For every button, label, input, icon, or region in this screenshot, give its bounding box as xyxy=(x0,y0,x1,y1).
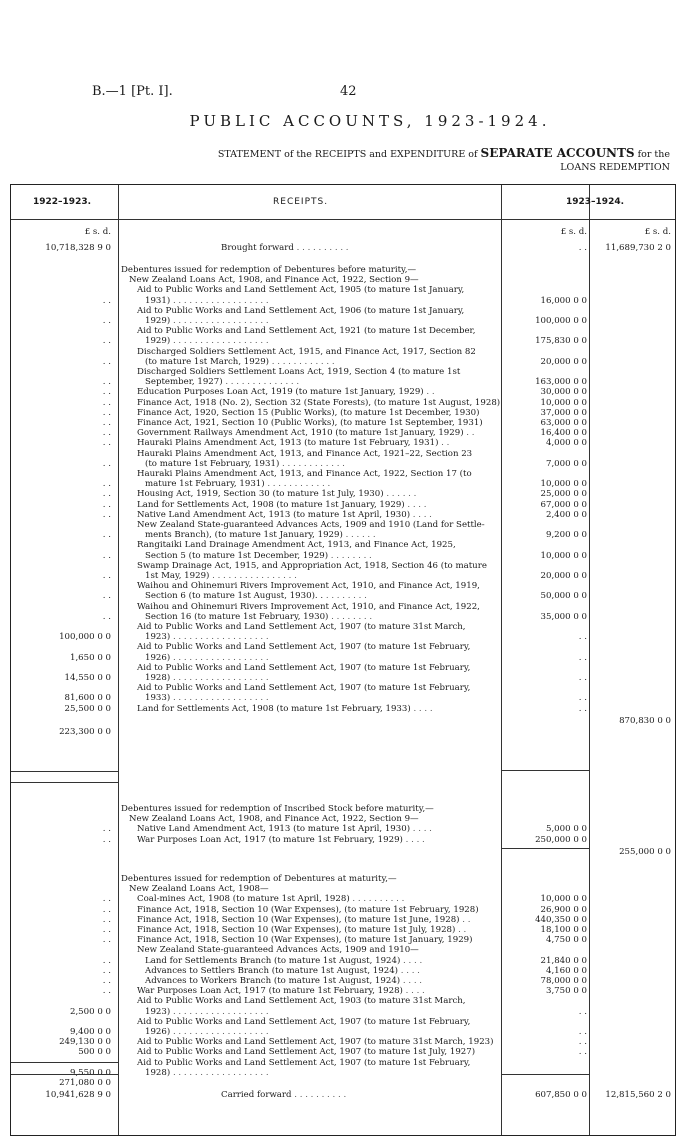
detail-amount: . . xyxy=(578,243,587,253)
row-description xyxy=(121,986,517,996)
row-description xyxy=(121,612,525,622)
column-divider xyxy=(118,185,119,1135)
description-text: Aid to Public Works and Land Settlement Act, 1905 (to mature 1st January, xyxy=(137,285,465,296)
row-description xyxy=(121,479,525,489)
detail-amount: . . xyxy=(578,1027,587,1037)
row-description xyxy=(121,804,501,814)
leader-dots: . . . . . . xyxy=(342,530,376,541)
prior-year-amount: . . xyxy=(102,479,111,490)
description-text: Aid to Public Works and Land Settlement Act, 1907 (to mature 1st February, xyxy=(137,683,471,694)
detail-amount: 607,850 0 0 xyxy=(535,1090,587,1101)
detail-amount: 163,000 0 0 xyxy=(535,377,587,388)
description-text: Section 6 (to mature 1st August, 1930). . xyxy=(145,591,324,602)
description-text: (to mature 1st February, 1931) xyxy=(145,458,280,469)
description-text: Hauraki Plains Amendment Act, 1913 (to mature 1st February, 1931) xyxy=(137,438,439,449)
detail-amount: 3,750 0 0 xyxy=(545,986,587,997)
description-text: New Zealand State-guaranteed Advances Acts, 1909 and 1910— xyxy=(137,945,419,956)
left-year-header: 1922–1923. xyxy=(33,197,92,207)
prior-year-amount: 223,300 0 0 xyxy=(59,726,111,737)
subtotal-rule xyxy=(11,1062,118,1063)
row-description xyxy=(121,1037,517,1047)
receipts-table xyxy=(10,184,676,1136)
detail-amount: 20,000 0 0 xyxy=(540,571,587,581)
row-description xyxy=(121,500,517,510)
subtitle-post: for the xyxy=(637,149,670,160)
prior-year-amount: . . xyxy=(102,550,111,561)
row-description xyxy=(121,693,525,703)
prior-year-amount: . . xyxy=(102,316,111,326)
description-text: Aid to Public Works and Land Settlement Act, 1921 (to mature 1st December, xyxy=(137,326,476,337)
detail-amount: 4,160 0 0 xyxy=(545,965,587,976)
row-description xyxy=(121,653,525,663)
description-text: Brought forward xyxy=(221,243,294,253)
description-text: War Purposes Loan Act, 1917 (to mature 1st February, 1929) xyxy=(137,834,403,845)
detail-amount: . . xyxy=(578,632,587,643)
currency-mid: £ s. d. xyxy=(560,227,587,237)
description-text: Advances to Settlers Branch (to mature 1st August, 1924) xyxy=(145,965,399,976)
description-text: 1926) xyxy=(145,652,171,663)
leader-dots: . . . . xyxy=(402,834,425,845)
description-text: Rangitaiki Land Drainage Amendment Act, 1913, and Finance Act, 1925, xyxy=(137,540,456,551)
row-description xyxy=(121,966,525,976)
current-year-amount: 870,830 0 0 xyxy=(619,715,671,726)
row-description xyxy=(121,622,517,632)
row-description xyxy=(121,243,601,253)
description-text: Aid to Public Works and Land Settlement Act, 1907 (to mature 1st February, xyxy=(137,642,471,653)
description-text: Land for Settlements Branch (to mature 1st August, 1924) xyxy=(145,955,401,966)
description-text: Advances to Workers Branch (to mature 1st August, 1924) xyxy=(145,976,401,986)
description-text: New Zealand Loans Act, 1908, and Finance Act, 1922, Section 9— xyxy=(129,275,419,286)
detail-amount: . . xyxy=(578,652,587,663)
row-description xyxy=(121,1017,517,1027)
row-description xyxy=(121,1007,525,1017)
prior-year-amount: . . xyxy=(102,356,111,367)
row-description xyxy=(121,387,517,397)
description-text: Coal-mines Act, 1908 (to mature 1st April, 1928) xyxy=(137,894,350,905)
leader-dots: . . . . xyxy=(400,955,423,966)
prior-year-amount: . . xyxy=(102,824,111,835)
leader-dots: . . . . . . . . . . . . xyxy=(279,458,345,469)
prior-year-amount: . . xyxy=(102,530,111,541)
leader-dots: . . . . xyxy=(400,976,423,986)
description-text: Housing Act, 1919, Section 30 (to mature 1st July, 1930) xyxy=(137,489,384,500)
prior-year-amount: . . xyxy=(102,894,111,905)
description-text: Aid to Public Works and Land Settlement Act, 1906 (to mature 1st January, xyxy=(137,305,465,316)
row-description xyxy=(121,285,517,295)
prior-year-amount: . . xyxy=(102,914,111,925)
row-description xyxy=(121,377,525,387)
prior-year-amount: . . xyxy=(102,591,111,602)
prior-year-amount: . . xyxy=(102,509,111,520)
row-description xyxy=(121,956,525,966)
row-description xyxy=(121,704,517,714)
row-description xyxy=(121,945,517,955)
row-description xyxy=(121,905,517,915)
row-description xyxy=(121,976,525,986)
row-description xyxy=(121,591,525,601)
detail-amount: 26,900 0 0 xyxy=(540,904,587,915)
description-text: Native Land Amendment Act, 1913 (to mature 1st April, 1930) xyxy=(137,509,411,520)
prior-year-amount: . . xyxy=(102,458,111,469)
row-description xyxy=(121,602,517,612)
row-description xyxy=(121,683,517,693)
description-text: Aid to Public Works and Land Settlement Act, 1907 (to mature 1st February, xyxy=(137,1057,471,1068)
leader-dots: . . . . . . . . . . . . . . . . . . xyxy=(170,295,269,306)
row-description xyxy=(121,510,517,520)
description-text: Hauraki Plains Amendment Act, 1913, and Finance Act, 1921–22, Section 23 xyxy=(137,448,473,459)
subtotal-rule xyxy=(501,770,589,771)
leader-dots: . . . . xyxy=(402,986,425,997)
row-description xyxy=(121,357,525,367)
row-description xyxy=(121,367,517,377)
row-description xyxy=(121,874,501,884)
currency-right: £ s. d. xyxy=(644,227,671,237)
description-text: Land for Settlements Act, 1908 (to mature 1st February, 1933) xyxy=(137,703,411,714)
detail-amount: 16,400 0 0 xyxy=(540,428,587,439)
row-description xyxy=(121,894,517,904)
detail-amount: 4,750 0 0 xyxy=(545,935,587,946)
row-description xyxy=(121,632,525,642)
leader-dots: . . . . . . . . . . xyxy=(291,1090,347,1101)
prior-year-amount: 10,718,328 9 0 xyxy=(45,243,111,253)
leader-dots: . . . . . . xyxy=(383,489,417,500)
description-text: Discharged Soldiers Settlement Loans Act, 1919, Section 4 (to mature 1st xyxy=(137,367,461,377)
description-text: Aid to Public Works and Land Settlement Act, 1907 (to mature 31st March, 1923) xyxy=(137,1037,494,1048)
row-description xyxy=(121,663,517,673)
row-description xyxy=(121,1090,601,1100)
description-text: (to mature 1st March, 1929) xyxy=(145,356,270,367)
row-description xyxy=(121,418,517,428)
detail-amount: 37,000 0 0 xyxy=(540,407,587,418)
prior-year-amount: . . xyxy=(102,295,111,306)
prior-year-amount: 100,000 0 0 xyxy=(59,632,111,643)
statement-subtitle-line2: LOANS REDEMPTION xyxy=(560,162,670,173)
description-text: 1929) xyxy=(145,316,171,326)
row-description xyxy=(121,581,517,591)
leader-dots: . . . . xyxy=(410,509,432,520)
prior-year-amount: . . xyxy=(102,489,111,500)
description-text: ments Branch), (to mature 1st January, 1929) xyxy=(145,530,343,541)
leader-dots: . . xyxy=(459,914,471,925)
prior-year-amount: . . xyxy=(102,428,111,439)
subtitle-pre: STATEMENT of the RECEIPTS and EXPENDITURE of xyxy=(217,149,478,160)
row-description xyxy=(121,306,517,316)
row-description xyxy=(121,561,517,571)
subtotal-rule xyxy=(11,1074,118,1075)
prior-year-amount: 500 0 0 xyxy=(78,1047,111,1058)
subtotal-rule xyxy=(501,1074,589,1075)
description-text: Native Land Amendment Act, 1913 (to mature 1st April, 1930) xyxy=(137,824,411,835)
leader-dots: . . . . . . . . . . . . . . . . . . xyxy=(170,316,269,326)
leader-dots: . . . . . . . . . . . . . . . . . . xyxy=(170,673,269,683)
prior-year-amount: . . xyxy=(102,925,111,935)
prior-year-amount: . . xyxy=(102,935,111,946)
row-description xyxy=(121,1027,525,1037)
currency-left: £ s. d. xyxy=(84,227,111,237)
row-description xyxy=(121,935,517,945)
row-description xyxy=(121,408,517,418)
detail-amount: 20,000 0 0 xyxy=(540,356,587,367)
row-description xyxy=(121,296,525,306)
description-text: mature 1st February, 1931) xyxy=(145,479,265,490)
leader-dots: . . . . . . . . . . . . . . . . . . xyxy=(170,1006,269,1017)
current-year-amount: 12,815,560 2 0 xyxy=(605,1090,671,1101)
detail-amount: 10,000 0 0 xyxy=(540,894,587,905)
leader-dots: . . . . . . . . . . . . xyxy=(269,356,335,367)
description-text: New Zealand Loans Act, 1908, and Finance Act, 1922, Section 9— xyxy=(129,814,419,825)
description-text: Finance Act, 1918, Section 10 (War Expenses), (to mature 1st June, 1928) xyxy=(137,914,460,925)
description-text: Section 16 (to mature 1st February, 1930) xyxy=(145,611,329,622)
prior-year-amount: 9,400 0 0 xyxy=(69,1027,111,1037)
prior-year-amount: 2,500 0 0 xyxy=(69,1006,111,1017)
row-description xyxy=(121,438,517,448)
page-title: PUBLIC ACCOUNTS, 1923-1924. xyxy=(189,112,551,130)
description-text: Swamp Drainage Act, 1915, and Appropriation Act, 1918, Section 46 (to mature xyxy=(137,560,487,571)
description-text: Discharged Soldiers Settlement Act, 1915, and Finance Act, 1917, Section 82 xyxy=(137,346,476,357)
leader-dots: . . . . . . . . . . . . xyxy=(264,479,331,490)
detail-amount: 18,100 0 0 xyxy=(540,925,587,935)
description-text: 1928) xyxy=(145,673,171,683)
leader-dots: . . . . . . . . . . xyxy=(349,894,405,905)
prior-year-amount: . . xyxy=(102,418,111,428)
leader-dots: . . . . . . . . . . . . . . . . . . xyxy=(170,693,269,704)
description-text: 1926) xyxy=(145,1027,171,1037)
row-description xyxy=(121,884,509,894)
row-description xyxy=(121,835,517,845)
description-text: 1928) xyxy=(145,1067,171,1078)
document-reference: B.—1 [Pt. I]. xyxy=(92,84,173,99)
prior-year-amount: . . xyxy=(102,407,111,418)
detail-amount: 100,000 0 0 xyxy=(535,316,587,326)
detail-amount: . . xyxy=(578,1067,587,1078)
prior-year-amount: . . xyxy=(102,976,111,986)
description-text: Debentures issued for redemption of Debentures before maturity,— xyxy=(121,265,417,275)
leader-dots: . . xyxy=(438,438,450,449)
column-divider xyxy=(589,185,590,1135)
subtotal-rule xyxy=(11,771,118,772)
detail-amount: . . xyxy=(578,693,587,704)
prior-year-amount: . . xyxy=(102,377,111,388)
receipts-header: RECEIPTS. xyxy=(273,197,329,207)
detail-amount: 63,000 0 0 xyxy=(540,418,587,428)
prior-year-amount: . . xyxy=(102,397,111,408)
leader-dots: . . . . xyxy=(398,965,420,976)
row-description xyxy=(121,398,517,408)
detail-amount: 78,000 0 0 xyxy=(540,976,587,986)
row-description xyxy=(121,571,525,581)
page-number: 42 xyxy=(340,84,357,99)
description-text: Carried forward xyxy=(221,1090,292,1101)
prior-year-amount: . . xyxy=(102,438,111,449)
description-text: Waihou and Ohinemuri Rivers Improvement Act, 1910, and Finance Act, 1922, xyxy=(137,601,480,612)
row-description xyxy=(121,265,501,275)
prior-year-amount: . . xyxy=(102,955,111,966)
subtotal-rule xyxy=(501,848,589,849)
detail-amount: . . xyxy=(578,1037,587,1048)
detail-amount: 175,830 0 0 xyxy=(535,336,587,347)
row-description xyxy=(121,673,525,683)
prior-year-amount: 81,600 0 0 xyxy=(64,693,111,704)
row-description xyxy=(121,469,517,479)
statement-subtitle xyxy=(218,146,670,160)
row-description xyxy=(121,530,525,540)
row-description xyxy=(121,996,517,1006)
current-year-amount: 255,000 0 0 xyxy=(619,846,671,857)
prior-year-amount: 271,080 0 0 xyxy=(59,1078,111,1088)
prior-year-amount: 249,130 0 0 xyxy=(59,1037,111,1048)
leader-dots: . . . . . . . . . . . . . . . . . . xyxy=(170,336,269,347)
detail-amount: 21,840 0 0 xyxy=(540,955,587,966)
row-description xyxy=(121,459,525,469)
row-description xyxy=(121,915,517,925)
detail-amount: 250,000 0 0 xyxy=(535,834,587,845)
leader-dots: . . . . . . . . . . xyxy=(293,243,349,253)
subtitle-emphasis: SEPARATE ACCOUNTS xyxy=(480,146,635,160)
prior-year-amount: . . xyxy=(102,571,111,581)
leader-dots: . . xyxy=(455,925,467,935)
row-description xyxy=(121,925,517,935)
description-text: Finance Act, 1918, Section 10 (War Expenses), (to mature 1st February, 1928) xyxy=(137,904,479,915)
detail-amount: 2,400 0 0 xyxy=(545,509,587,520)
row-description xyxy=(121,428,517,438)
prior-year-amount: 9,550 0 0 xyxy=(69,1067,111,1078)
row-description xyxy=(121,540,517,550)
current-year-amount: 11,689,730 2 0 xyxy=(605,243,671,253)
row-description xyxy=(121,449,517,459)
prior-year-amount: 10,941,628 9 0 xyxy=(45,1090,111,1101)
description-text: Section 5 (to mature 1st December, 1929) xyxy=(145,550,329,561)
description-text: New Zealand State-guaranteed Advances Acts, 1909 and 1910 (Land for Settle- xyxy=(137,520,485,530)
leader-dots: . . . . . . . . xyxy=(323,591,367,602)
row-description xyxy=(121,1068,525,1078)
description-text: Debentures issued for redemption of Debentures at maturity,— xyxy=(121,874,397,884)
detail-amount: 10,000 0 0 xyxy=(540,397,587,408)
detail-amount: 440,350 0 0 xyxy=(535,914,587,925)
leader-dots: . . . . . . . . . . . . . . . . . . xyxy=(170,632,269,643)
leader-dots: . . xyxy=(463,428,475,439)
detail-amount: 16,000 0 0 xyxy=(540,295,587,306)
row-description xyxy=(121,1047,517,1057)
description-text: September, 1927) xyxy=(145,377,223,388)
description-text: 1923) xyxy=(145,632,171,643)
description-text: New Zealand Loans Act, 1908— xyxy=(129,884,269,895)
description-text: Aid to Public Works and Land Settlement Act, 1907 (to mature 1st February, xyxy=(137,1016,471,1027)
row-description xyxy=(121,316,525,326)
leader-dots: . . . . . . . . xyxy=(328,611,373,622)
prior-year-amount: . . xyxy=(102,611,111,622)
description-text: Waihou and Ohinemuri Rivers Improvement Act, 1910, and Finance Act, 1919, xyxy=(137,581,480,592)
prior-year-amount: . . xyxy=(102,986,111,997)
prior-year-amount: 1,650 0 0 xyxy=(69,652,111,663)
description-text: Aid to Public Works and Land Settlement Act, 1907 (to mature 1st February, xyxy=(137,662,471,673)
detail-amount: 67,000 0 0 xyxy=(540,499,587,510)
row-description xyxy=(121,347,517,357)
detail-amount: . . xyxy=(578,673,587,683)
detail-amount: 10,000 0 0 xyxy=(540,479,587,490)
prior-year-amount: 25,500 0 0 xyxy=(64,703,111,714)
detail-amount: 7,000 0 0 xyxy=(545,458,587,469)
detail-amount: 9,200 0 0 xyxy=(545,530,587,541)
description-text: Aid to Public Works and Land Settlement Act, 1907 (to mature 31st March, xyxy=(137,622,466,632)
detail-amount: 5,000 0 0 xyxy=(545,824,587,835)
row-description xyxy=(121,1058,517,1068)
description-text: Finance Act, 1918, Section 10 (War Expenses), (to mature 1st July, 1928) xyxy=(137,925,456,935)
subtotal-rule xyxy=(11,782,118,783)
description-text: Finance Act, 1920, Section 15 (Public Works), (to mature 1st December, 1930) xyxy=(137,407,480,418)
description-text: Finance Act, 1921, Section 10 (Public Works), (to mature 1st September, 1931) xyxy=(137,418,483,428)
detail-amount: . . xyxy=(578,1006,587,1017)
detail-amount: 30,000 0 0 xyxy=(540,387,587,398)
row-description xyxy=(121,275,509,285)
row-description xyxy=(121,336,525,346)
leader-dots: . . xyxy=(423,387,435,398)
prior-year-amount: . . xyxy=(102,904,111,915)
description-text: Aid to Public Works and Land Settlement Act, 1903 (to mature 31st March, xyxy=(137,996,466,1007)
description-text: War Purposes Loan Act, 1917 (to mature 1st February, 1928) xyxy=(137,986,403,997)
row-description xyxy=(121,489,517,499)
prior-year-amount: . . xyxy=(102,965,111,976)
row-description xyxy=(121,824,517,834)
description-text: Land for Settlements Act, 1908 (to mature 1st January, 1929) xyxy=(137,499,405,510)
description-text: Finance Act, 1918 (No. 2), Section 32 (State Forests), (to mature 1st August, 1928) xyxy=(137,397,501,408)
description-text: Government Railways Amendment Act, 1910 (to mature 1st January, 1929) xyxy=(137,428,464,439)
right-year-header: 1923–1924. xyxy=(566,197,625,207)
row-description xyxy=(121,326,517,336)
leader-dots: . . . . . . . . . . . . . . . . . . xyxy=(170,1027,269,1037)
detail-amount: 50,000 0 0 xyxy=(540,591,587,602)
description-text: 1923) xyxy=(145,1006,171,1017)
detail-amount: 35,000 0 0 xyxy=(540,611,587,622)
prior-year-amount: . . xyxy=(102,387,111,398)
description-text: Education Purposes Loan Act, 1919 (to mature 1st January, 1929) xyxy=(137,387,424,398)
description-text: Debentures issued for redemption of Inscribed Stock before maturity,— xyxy=(121,804,434,814)
prior-year-amount: 14,550 0 0 xyxy=(64,673,111,683)
prior-year-amount: . . xyxy=(102,499,111,510)
detail-amount: 4,000 0 0 xyxy=(545,438,587,449)
row-description xyxy=(121,814,509,824)
header-divider xyxy=(11,219,675,220)
prior-year-amount: . . xyxy=(102,336,111,347)
description-text: Aid to Public Works and Land Settlement Act, 1907 (to mature 1st July, 1927) xyxy=(137,1047,476,1058)
row-description xyxy=(121,642,517,652)
detail-amount: 25,000 0 0 xyxy=(540,489,587,500)
leader-dots: . . . . xyxy=(410,824,432,835)
leader-dots: . . . . . . . . xyxy=(328,550,372,561)
leader-dots: . . . . . . . . . . . . . . . . . . xyxy=(170,1067,269,1078)
description-text: Finance Act, 1918, Section 10 (War Expenses), (to mature 1st January, 1929) xyxy=(137,935,473,946)
prior-year-amount: . . xyxy=(102,834,111,845)
detail-amount: 10,000 0 0 xyxy=(540,550,587,561)
description-text: Hauraki Plains Amendment Act, 1913, and Finance Act, 1922, Section 17 (to xyxy=(137,469,472,479)
leader-dots: . . . . xyxy=(410,703,433,714)
leader-dots: . . . . . . . . . . . . . . . . . . xyxy=(170,652,269,663)
description-text: 1st May, 1929) xyxy=(145,571,210,581)
leader-dots: . . . . . . . . . . . . . . . . xyxy=(209,571,297,581)
description-text: 1933) xyxy=(145,693,171,704)
row-description xyxy=(121,520,517,530)
detail-amount: . . xyxy=(578,703,587,714)
leader-dots: . . . . . . . . . . . . . . xyxy=(222,377,300,388)
row-description xyxy=(121,551,525,561)
detail-amount: . . xyxy=(578,1047,587,1058)
leader-dots: . . . . xyxy=(404,499,427,510)
description-text: 1929) xyxy=(145,336,171,347)
description-text: 1931) xyxy=(145,295,171,306)
